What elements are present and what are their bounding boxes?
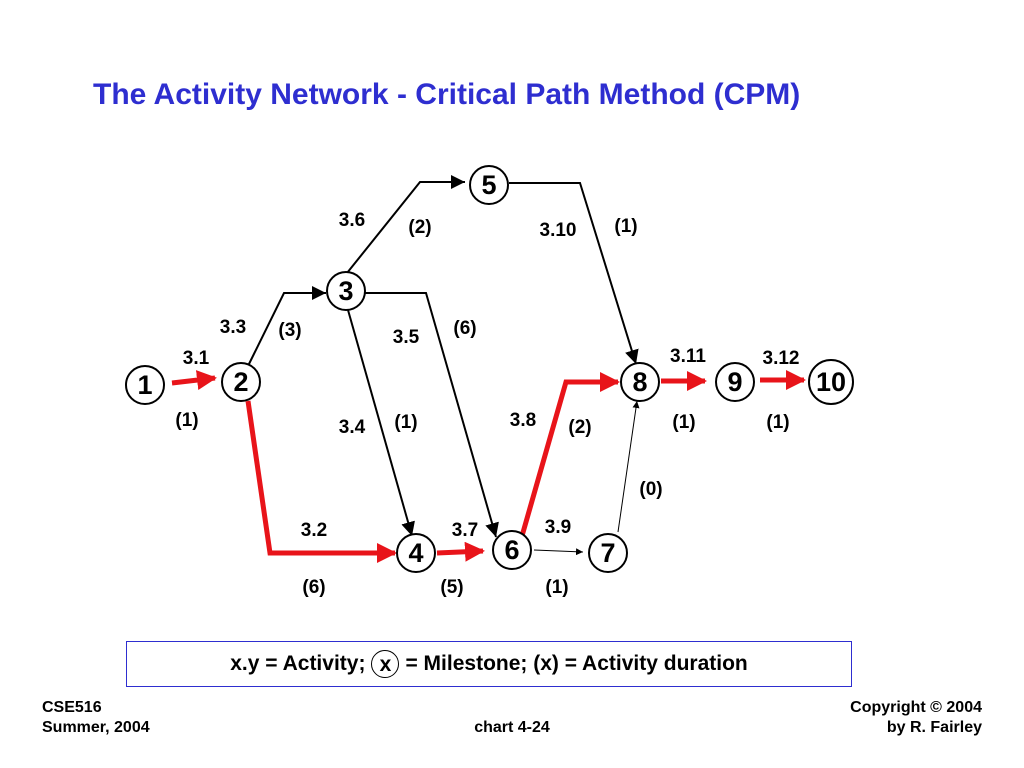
milestone-7-label: 7 — [600, 538, 616, 568]
milestone-5-label: 5 — [481, 170, 497, 200]
activity-3-10-duration: (1) — [614, 216, 638, 237]
milestone-3 — [327, 272, 365, 310]
activity-3-2-duration: (6) — [302, 577, 326, 598]
milestone-6-label: 6 — [504, 535, 520, 565]
edge-7-8 — [618, 401, 637, 532]
activity-3-4-label: 3.4 — [338, 417, 366, 438]
activity-3-1-duration: (1) — [175, 410, 199, 431]
activity-7-8-duration: (0) — [639, 479, 663, 500]
activity-3-3-label: 3.3 — [219, 317, 247, 338]
activity-3-11-label: 3.11 — [670, 346, 706, 367]
milestone-4-label: 4 — [408, 538, 424, 568]
activity-3-6-duration: (2) — [408, 217, 432, 238]
activity-3-1-label: 3.1 — [182, 348, 210, 369]
milestone-1 — [126, 366, 164, 404]
activity-3-5-label: 3.5 — [392, 327, 420, 348]
milestone-6 — [493, 531, 531, 569]
milestone-3-label: 3 — [338, 276, 354, 306]
activity-3-8-label: 3.8 — [509, 410, 537, 431]
activity-3-6-label: 3.6 — [338, 210, 366, 231]
legend-activity-text: x.y = Activity; — [230, 652, 366, 675]
milestone-4 — [397, 534, 435, 572]
milestone-7 — [589, 534, 627, 572]
footer-chart-number: chart 4-24 — [474, 719, 550, 736]
footer-copyright: Copyright © 2004 — [850, 699, 982, 716]
edge-3-10 — [509, 183, 636, 364]
milestone-2 — [222, 363, 260, 401]
activity-3-12-label: 3.12 — [762, 348, 800, 369]
footer-course: CSE516 — [42, 699, 102, 716]
legend-milestone-duration-text: = Milestone; (x) = Activity duration — [405, 652, 748, 675]
milestone-10 — [809, 360, 853, 404]
milestone-8 — [621, 363, 659, 401]
footer-copyright-info — [850, 698, 982, 738]
activity-3-5-duration: (6) — [453, 318, 477, 339]
activity-3-3-duration: (3) — [278, 320, 302, 341]
activity-3-9-label: 3.9 — [544, 517, 572, 538]
activity-3-8-duration: (2) — [568, 417, 592, 438]
milestone-9 — [716, 363, 754, 401]
edge-3-7 — [437, 551, 483, 553]
activity-3-4-duration: (1) — [394, 412, 418, 433]
milestone-9-label: 9 — [727, 367, 743, 397]
activity-3-10-label: 3.10 — [539, 220, 577, 241]
legend-milestone-symbol: x — [371, 650, 399, 678]
slide-title: The Activity Network - Critical Path Method (CPM) — [93, 78, 801, 111]
milestone-2-label: 2 — [233, 367, 249, 397]
milestone-10-label: 10 — [815, 367, 847, 397]
activity-3-7-duration: (5) — [440, 577, 464, 598]
legend-box — [126, 641, 852, 687]
footer-author: by R. Fairley — [886, 719, 982, 736]
milestone-5 — [470, 166, 508, 204]
activity-3-2-label: 3.2 — [300, 520, 328, 541]
edge-3-8 — [522, 382, 618, 536]
milestone-1-label: 1 — [137, 370, 153, 400]
edge-3-9 — [534, 550, 583, 552]
edge-3-1 — [172, 378, 215, 383]
activity-3-9-duration: (1) — [545, 577, 569, 598]
footer-term: Summer, 2004 — [42, 719, 150, 736]
activity-3-7-label: 3.7 — [451, 520, 479, 541]
activity-3-12-duration: (1) — [766, 412, 790, 433]
milestone-8-label: 8 — [632, 367, 648, 397]
activity-3-11-duration: (1) — [672, 412, 696, 433]
